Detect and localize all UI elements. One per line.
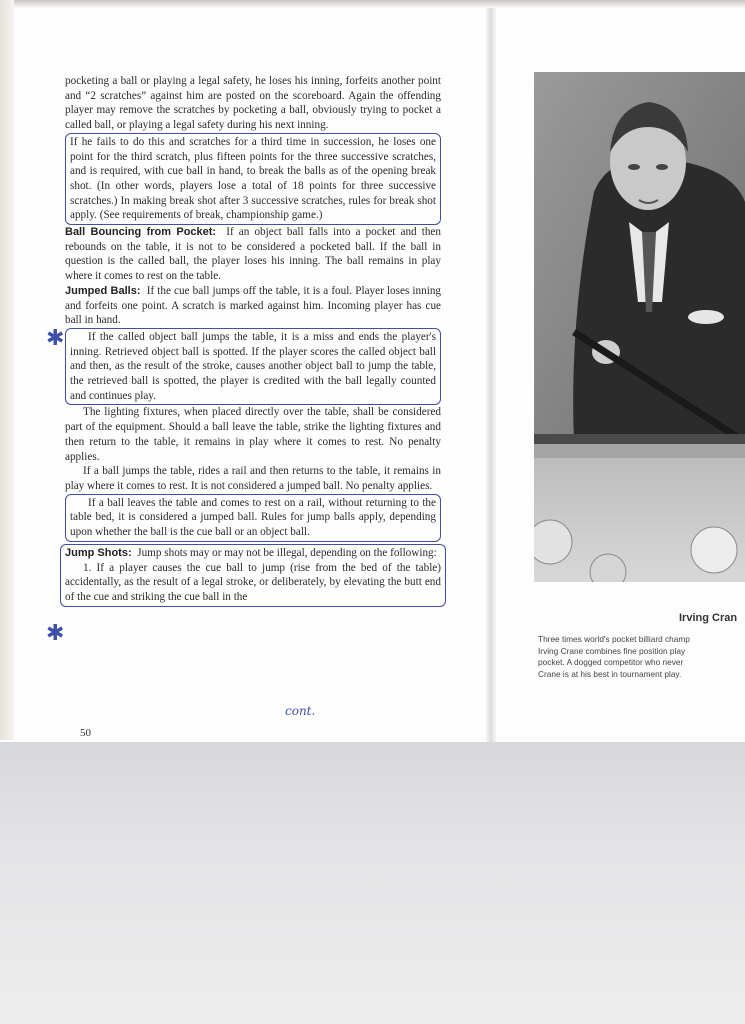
ball-bouncing-section <box>65 225 441 284</box>
caption-title: Irving Cran <box>679 612 738 624</box>
pen-boxed-rail-rule: If a ball leaves the table and comes to rest on a rail, without returning to the table bed, it is considered a jumped ball. Rules for jump balls apply, depending upon whether the ball is the cue ball or an object ball. <box>65 494 441 542</box>
page-number: 50 <box>80 727 91 739</box>
pen-asterisk-mark: ✱ <box>46 326 65 351</box>
section-heading-jumped-balls: Jumped Balls: <box>65 284 141 297</box>
text-column <box>65 74 441 609</box>
pen-boxed-called-ball-rule: If the called object ball jumps the table, it is a miss and ends the player's inning. Retrieved object ball is spotted. If the player scores the called object ball and then, as the result of the stroke, causes another object ball to jump the table, the retrieved ball is spotted, the player is credited with the ball legally counted and continues play. <box>65 328 441 406</box>
scanner-background <box>0 742 745 1024</box>
scratch-paragraph <box>65 74 441 133</box>
pen-boxed-jump-shots <box>60 544 446 607</box>
photo-caption <box>538 634 745 680</box>
book-gutter <box>486 8 496 742</box>
jumped-balls-text: If the cue ball jumps off the table, it is a foul. Player loses inning and forfeits one point. A scratch is marked against him. Incoming player has cue ball in hand. <box>65 284 442 327</box>
rides-rail-paragraph: If a ball jumps the table, rides a rail and then returns to the table, it remains in play where it comes to rest. It is not considered a jumped ball. No penalty applies. <box>65 465 441 492</box>
pen-asterisk-mark: ✱ <box>46 621 65 646</box>
scan-top-edge <box>0 0 745 8</box>
handwritten-cont-note: cont. <box>285 704 316 718</box>
jump-shots-item-1: 1. If a player causes the cue ball to jump (rise from the bed of the table) accidentally, as the result of a legal stroke, or deliberately, by elevating the butt end of the cue and striking the cue ball in the <box>65 561 441 603</box>
jump-shots-intro: Jump shots may or may not be illegal, depending on the following: <box>137 546 437 559</box>
scan-left-edge <box>0 0 14 740</box>
pen-boxed-scratch-rule: If he fails to do this and scratches for a third time in succession, he loses one point for the third scratch, plus fifteen points for the three successive scratches, and is required, with cue ball in hand, to break the balls as of the opening break shot. (In other words, players lose a total of 18 points for three successive scratches.) In making break shot after 3 successive scratches, rules for break shot apply. (See requirements of break, championship game.) <box>65 133 441 225</box>
lighting-fixtures-paragraph: The lighting fixtures, when placed directly over the table, shall be considered part of the equipment. Should a ball leave the table, strike the lighting fixtures and then return to the table, it remains in play where it comes to rest. No penalty applies. <box>65 406 441 463</box>
caption-line: Irving Crane combines fine position play <box>538 645 686 656</box>
caption-line: Three times world's pocket billiard champ <box>538 634 690 644</box>
scratch-text: pocketing a ball or playing a legal safety, he loses his inning, forfeits another point and “2 scratches” against him are posted on the scoreboard. Again the offending player may remove the scratches by pocketing a ball, obviously trying to pocket a called ball, or playing a legal safety during his next inning. <box>65 75 441 132</box>
jumped-balls-section <box>65 284 441 328</box>
section-heading-ball-bouncing: Ball Bouncing from Pocket: <box>65 226 217 239</box>
section-heading-jump-shots: Jump Shots: <box>65 546 132 559</box>
caption-line: pocket. A dogged competitor who never <box>538 657 684 668</box>
caption-line: Crane is at his best in tournament play. <box>538 668 682 679</box>
ball-bouncing-text: If an object ball falls into a pocket and then rebounds on the table, it is not to be considered a pocketed ball. If the ball in question is the called ball, the player loses his inning. The ball remains in play where it comes to rest on the table. <box>65 226 441 283</box>
player-photograph <box>534 72 745 582</box>
